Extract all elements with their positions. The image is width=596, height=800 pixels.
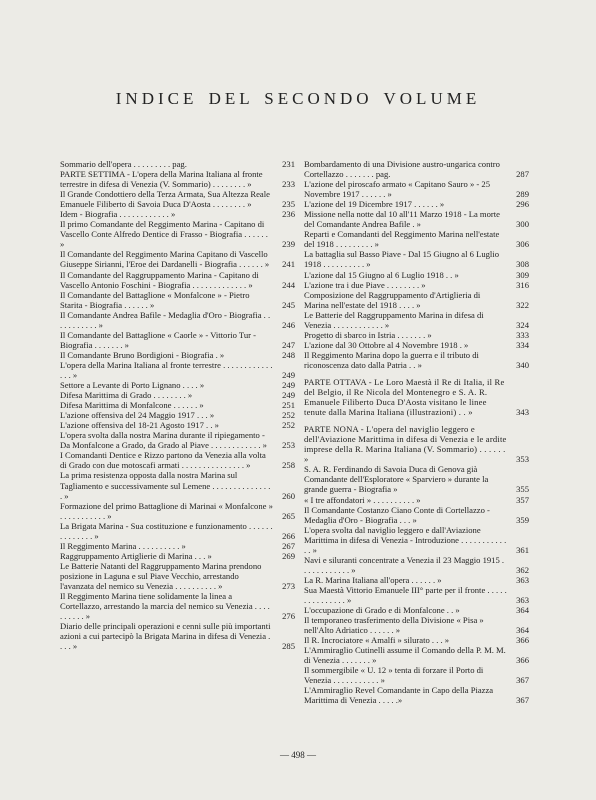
toc-entry-title: Le Batterie Natanti del Raggruppamento Marina prendono posizione in Laguna e sul Piave Vecchio, arrestando l'avanzata del nemico su Venezia . . . . . . . . . . » <box>60 560 262 591</box>
toc-entry-title: Sommario dell'opera . . . . . . . . . pag. <box>60 159 187 169</box>
toc-entry <box>60 270 295 290</box>
toc-entry-page: 273 <box>282 580 295 591</box>
toc-entry-page: 269 <box>282 550 295 561</box>
toc-entry-page: 265 <box>282 510 295 521</box>
toc-entry <box>60 541 295 551</box>
toc-entry-page: 367 <box>516 695 529 706</box>
toc-entry-title: Il primo Comandante del Reggimento Marina - Capitano di Vascello Conte Alfredo Dentice di Frasso - Biografia . . . . . . » <box>60 219 268 250</box>
toc-entry <box>60 330 295 350</box>
toc-entry-title: Il sommergibile « U. 12 » tenta di forzare il Porto di Venezia . . . . . . . . . . . » <box>304 665 484 686</box>
toc-entry-page: 251 <box>282 400 295 411</box>
toc-entry-title: Progetto di sbarco in Istria . . . . . . . » <box>304 329 432 340</box>
toc-entry-page: 359 <box>516 514 529 525</box>
toc-entry-title: Formazione del primo Battaglione di Marinai « Monfalcone » . . . . . . . . . . . » <box>60 500 273 521</box>
toc-entry <box>60 621 295 651</box>
toc-entry-page: 364 <box>516 625 529 636</box>
toc-entry-page: 236 <box>282 209 295 220</box>
toc-entry <box>304 310 529 330</box>
toc-entry <box>304 209 529 229</box>
toc-entry-title: Settore a Levante di Porto Lignano . . . . » <box>60 380 205 391</box>
toc-entry-page: 258 <box>282 460 295 471</box>
toc-entry-title: PARTE SETTIMA - L'opera della Marina Italiana al fronte terrestre in difesa di Venezia (V. Sommario) . . . . . . . . » <box>60 169 263 190</box>
toc-entry-title: PARTE OTTAVA - Le Loro Maestà il Re di Italia, il Re del Belgio, il Re Nicola del Montenegro e S. A. R. Emanuele Filiberto Duca D'Aosta visitano le linee tenute dalla Marina Italiana (illustrazioni) . . » <box>304 376 505 418</box>
toc-entry <box>60 551 295 561</box>
toc-entry-title: Il Grande Condottiero della Terza Armata, Sua Altezza Reale Emanuele Filiberto di Savoia Duca D'Aosta . . . . . . . . » <box>60 189 270 210</box>
toc-entry <box>304 464 529 494</box>
toc-entry-page: 249 <box>282 390 295 401</box>
toc-entry-page: 343 <box>516 407 529 418</box>
toc-entry-title: Il Comandante Costanzo Ciano Conte di Cortellazzo - Medaglia d'Oro - Biografia . . . » <box>304 504 490 525</box>
toc-entry-page: 252 <box>282 410 295 421</box>
toc-entry <box>304 290 529 310</box>
toc-entry <box>304 229 529 249</box>
toc-entry-title: L'azione offensiva del 18-21 Agosto 1917 . . » <box>60 420 219 431</box>
toc-entry-page: 322 <box>516 299 529 310</box>
toc-entry <box>304 585 529 605</box>
toc-entry-title: Il Reggimento Marina . . . . . . . . . . » <box>60 540 186 551</box>
toc-entry-title: Bombardamento di una Divisione austro-ungarica contro Cortellazzo . . . . . . . pag. <box>304 159 500 180</box>
toc-entry-page: 366 <box>516 655 529 666</box>
toc-entry <box>304 575 529 585</box>
toc-entry-page: 366 <box>516 635 529 646</box>
toc-entry <box>60 400 295 410</box>
toc-entry <box>304 635 529 645</box>
toc-entry-title: Il Comandante del Reggimento Marina Capitano di Vascello Giuseppe Sirianni, l'Eroe dei Dardanelli - Biografia . . . . . . » <box>60 249 270 270</box>
toc-entry-title: La prima resistenza opposta dalla nostra Marina sul Tagliamento e successivamente sul Lemene . . . . . . . . . . . . . . . » <box>60 470 271 501</box>
toc-entry <box>60 189 295 209</box>
toc-entry <box>60 420 295 430</box>
toc-entry <box>304 179 529 199</box>
toc-entry-page: 324 <box>516 319 529 330</box>
toc-entry-title: Il Comandante Andrea Bafile - Medaglia d'Oro - Biografia . . . . . . . . . . . » <box>60 309 271 330</box>
toc-entry-title: Reparti e Comandanti del Reggimento Marina nell'estate del 1918 . . . . . . . . . » <box>304 229 500 250</box>
toc-entry-page: 287 <box>516 169 529 180</box>
toc-entry <box>304 330 529 340</box>
toc-entry <box>304 685 529 705</box>
toc-entry-title: L'azione dal 15 Giugno al 6 Luglio 1918 . . » <box>304 269 459 280</box>
toc-entry-page: 367 <box>516 675 529 686</box>
toc-entry <box>60 310 295 330</box>
toc-entry-page: 233 <box>282 179 295 190</box>
toc-entry-page: 289 <box>516 189 529 200</box>
toc-entry-page: 334 <box>516 339 529 350</box>
toc-entry-title: L'azione del piroscafo armato « Capitano Sauro » - 25 Novembre 1917 . . . . . . » <box>304 179 491 200</box>
toc-entry-title: Il temporaneo trasferimento della Divisione « Pisa » nell'Alto Adriatico . . . . . . » <box>304 615 484 636</box>
toc-entry-page: 363 <box>516 594 529 605</box>
toc-right-column <box>304 159 529 705</box>
toc-entry-title: S. A. R. Ferdinando di Savoia Duca di Genova già Comandante dell'Esploratore « Sparviero » durante la grande guerra - Biografia » <box>304 464 489 495</box>
toc-entry-page: 285 <box>282 641 295 652</box>
page-title: INDICE DEL SECONDO VOLUME <box>115 89 481 108</box>
toc-entry-title: Missione nella notte dal 10 all'11 Marzo 1918 - La morte del Comandante Andrea Bafile . » <box>304 209 500 230</box>
toc-entry-title: Difesa Marittima di Grado . . . . . . . . » <box>60 390 193 401</box>
toc-entry <box>60 380 295 390</box>
toc-entry <box>60 209 295 219</box>
toc-entry <box>60 169 295 189</box>
toc-entry-page: 308 <box>516 259 529 270</box>
toc-entry-page: 253 <box>282 440 295 451</box>
toc-entry-title: La R. Marina Italiana all'opera . . . . . . » <box>304 574 442 585</box>
toc-entry-page: 247 <box>282 339 295 350</box>
page-number: — 498 — <box>280 750 316 760</box>
toc-entry-title: Difesa Marittima di Monfalcone . . . . . . » <box>60 400 204 411</box>
toc-entry <box>304 280 529 290</box>
toc-entry-page: 363 <box>516 574 529 585</box>
toc-entry-title: L'azione tra i due Piave . . . . . . . . » <box>304 279 426 290</box>
toc-entry <box>304 159 529 179</box>
toc-entry-title: Il Comandante del Battaglione « Monfalcone » - Pietro Starita - Biografia . . . . . . » <box>60 289 250 310</box>
toc-entry-page: 309 <box>516 269 529 280</box>
toc-entry-page: 249 <box>282 380 295 391</box>
toc-entry <box>304 665 529 685</box>
toc-entry-page: 353 <box>516 454 529 465</box>
toc-entry-page: 361 <box>516 544 529 555</box>
toc-entry-title: L'opera della Marina Italiana al fronte terrestre . . . . . . . . . . . . . . . » <box>60 359 273 380</box>
toc-entry-page: 241 <box>282 259 295 270</box>
toc-entry-title: Idem - Biografia . . . . . . . . . . . . » <box>60 209 176 220</box>
toc-entry <box>304 377 529 417</box>
toc-entry <box>304 555 529 575</box>
toc-entry <box>304 495 529 505</box>
toc-entry-page: 267 <box>282 540 295 551</box>
toc-entry <box>60 360 295 380</box>
toc-entry-page: 276 <box>282 611 295 622</box>
toc-entry <box>60 430 295 450</box>
toc-entry <box>60 219 295 249</box>
toc-entry-page: 355 <box>516 484 529 495</box>
toc-entry-title: L'occupazione di Grado e di Monfalcone . . » <box>304 605 460 616</box>
toc-entry <box>304 199 529 209</box>
toc-entry-title: Diario delle principali operazioni e cenni sulle più importanti azioni a cui partecipò la Brigata Marina in difesa di Venezia . . . . » <box>60 621 271 652</box>
toc-entry-title: I Comandanti Dentice e Rizzo partono da Venezia alla volta di Grado con due motoscafi armati . . . . . . . . . . . . . . . » <box>60 450 266 471</box>
toc-left-column <box>60 159 295 651</box>
toc-entry <box>304 340 529 350</box>
toc-entry-title: La Brigata Marina - Sua costituzione e funzionamento . . . . . . . . . . . . . . » <box>60 520 273 541</box>
toc-entry <box>60 290 295 310</box>
toc-entry-title: Composizione del Raggruppamento d'Artiglieria di Marina nell'estate del 1918 . . . . » <box>304 289 481 310</box>
toc-entry-page: 333 <box>516 329 529 340</box>
toc-entry-title: L'Ammiraglio Revel Comandante in Capo della Piazza Marittima di Venezia . . . . .» <box>304 685 494 706</box>
toc-entry-title: L'azione offensiva del 24 Maggio 1917 . . . » <box>60 410 215 421</box>
toc-entry <box>304 424 529 464</box>
toc-entry-page: 362 <box>516 564 529 575</box>
toc-entry-page: 357 <box>516 494 529 505</box>
toc-entry-title: L'opera svolta dal naviglio leggero e dall'Aviazione Marittima in difesa di Venezia - Introduzione . . . . . . . . . . . . . » <box>304 524 507 555</box>
toc-entry-title: L'azione del 19 Dicembre 1917 . . . . . . » <box>304 199 445 210</box>
toc-entry-page: 245 <box>282 299 295 310</box>
toc-entry-page: 364 <box>516 605 529 616</box>
toc-entry-title: L'Ammiraglio Cutinelli assume il Comando della P. M. M. di Venezia . . . . . . . » <box>304 645 506 666</box>
toc-entry-title: Il Comandante del Battaglione « Caorle » - Vittorio Tur - Biografia . . . . . . . » <box>60 329 256 350</box>
toc-entry-page: 266 <box>282 530 295 541</box>
toc-entry <box>304 249 529 269</box>
toc-entry-page: 248 <box>282 349 295 360</box>
toc-entry <box>304 505 529 525</box>
toc-entry <box>60 561 295 591</box>
toc-entry <box>60 390 295 400</box>
toc-entry <box>304 270 529 280</box>
toc-entry <box>304 605 529 615</box>
toc-entry-page: 300 <box>516 219 529 230</box>
toc-entry-title: « I tre affondatori » . . . . . . . . . . » <box>304 494 421 505</box>
toc-entry-title: Il R. Incrociatore « Amalfi » silurato . . . » <box>304 635 450 646</box>
toc-entry <box>304 645 529 665</box>
toc-entry-page: 246 <box>282 319 295 330</box>
toc-entry <box>60 501 295 521</box>
toc-entry <box>60 159 295 169</box>
toc-entry-page: 249 <box>282 369 295 380</box>
toc-entry-title: L'azione dal 30 Ottobre al 4 Novembre 1918 . » <box>304 339 469 350</box>
toc-entry-page: 252 <box>282 420 295 431</box>
toc-entry-page: 244 <box>282 279 295 290</box>
toc-entry-title: Il Reggimento Marina tiene solidamente la linea a Cortellazzo, arrestando la marcia del nemico su Venezia . . . . . . . . . . » <box>60 591 270 622</box>
toc-entry <box>60 450 295 470</box>
toc-entry <box>60 470 295 500</box>
toc-entry-title: Navi e siluranti concentrate a Venezia il 23 Maggio 1915 . . . . . . . . . . . . » <box>304 554 505 575</box>
toc-entry-title: L'opera svolta dalla nostra Marina durante il ripiegamento - Da Monfalcone a Grado, da Grado al Piave . . . . . . . . . . . . » <box>60 430 267 451</box>
toc-entry-title: La battaglia sul Basso Piave - Dal 15 Giugno al 6 Luglio 1918 . . . . . . . . . . » <box>304 249 499 270</box>
toc-entry-title: Il Comandante del Raggruppamento Marina - Capitano di Vascello Antonio Foschini - Biografia . . . . . . . . . . . . . » <box>60 269 259 290</box>
toc-entry <box>304 615 529 635</box>
toc-entry <box>304 350 529 370</box>
toc-entry-title: Il Reggimento Marina dopo la guerra e il tributo di riconoscenza dato dalla Patria . . » <box>304 349 479 370</box>
toc-entry <box>60 521 295 541</box>
toc-entry-page: 231 <box>282 159 295 169</box>
toc-entry-title: Raggruppamento Artiglierie di Marina . . . » <box>60 550 212 561</box>
toc-entry <box>60 249 295 269</box>
toc-entry-page: 235 <box>282 199 295 210</box>
toc-entry-page: 340 <box>516 359 529 370</box>
toc-entry-title: Le Batterie del Raggruppamento Marina in difesa di Venezia . . . . . . . . . . . . » <box>304 309 484 330</box>
toc-entry-title: Il Comandante Bruno Bordigioni - Biografia . » <box>60 349 225 360</box>
toc-entry <box>304 525 529 555</box>
toc-entry-title: PARTE NONA - L'opera del naviglio leggero e dell'Aviazione Marittima in difesa di Venezia e le ardite imprese della R. Marina Italiana (V. Sommario) . . . . . . » <box>304 424 507 465</box>
toc-entry-page: 260 <box>282 490 295 501</box>
toc-entry <box>60 591 295 621</box>
toc-entry-page: 306 <box>516 239 529 250</box>
toc-entry-page: 296 <box>516 199 529 210</box>
toc-entry-title: Sua Maestà Vittorio Emanuele III° parte per il fronte . . . . . . . . . . . . . . . » <box>304 584 507 605</box>
toc-entry <box>60 350 295 360</box>
toc-entry-page: 239 <box>282 239 295 250</box>
toc-entry-page: 316 <box>516 279 529 290</box>
toc-entry <box>60 410 295 420</box>
